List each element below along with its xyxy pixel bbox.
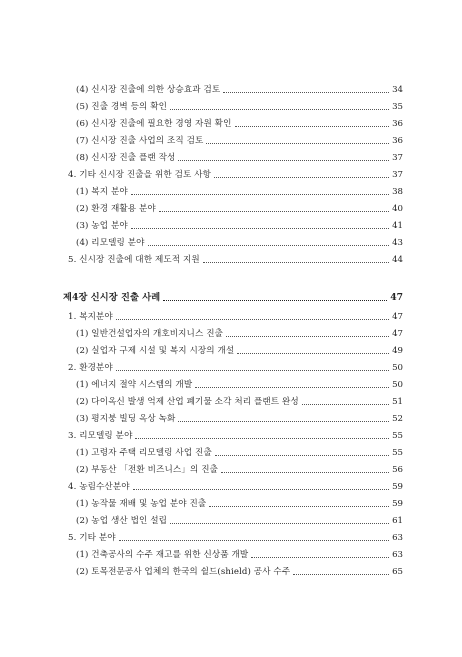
dot-leader xyxy=(203,261,389,263)
dot-leader xyxy=(163,299,387,301)
toc-entry-page: 65 xyxy=(392,567,403,577)
toc-entry-page: 50 xyxy=(392,363,403,373)
dot-leader xyxy=(119,539,389,541)
toc-entry-page: 59 xyxy=(392,482,403,492)
toc-entry-page: 35 xyxy=(392,102,403,112)
dot-leader xyxy=(206,142,389,144)
toc-entry xyxy=(0,463,462,477)
toc-entry-label: (1) 에너지 절약 시스템의 개발 xyxy=(76,380,193,390)
toc-entry-page: 55 xyxy=(392,448,403,458)
toc-entry xyxy=(0,117,462,131)
toc-entry-page: 51 xyxy=(392,397,403,407)
dot-leader xyxy=(131,227,389,229)
toc-entry-page: 36 xyxy=(392,119,403,129)
toc-entry xyxy=(0,378,462,392)
dot-leader xyxy=(159,210,389,212)
toc-section-entry xyxy=(0,168,462,182)
toc-entry-page: 43 xyxy=(392,238,403,248)
dot-leader xyxy=(178,420,389,422)
toc-entry xyxy=(0,548,462,562)
toc-entry-label: (1) 고령자 주택 리모델링 사업 진출 xyxy=(76,448,212,458)
toc-entry-page: 40 xyxy=(392,204,403,214)
toc-entry xyxy=(0,185,462,199)
toc-entry xyxy=(0,236,462,250)
toc-entry-page: 61 xyxy=(392,516,403,526)
toc-entry-label: 5. 신시장 진출에 대한 제도적 지원 xyxy=(68,255,200,265)
toc-entry xyxy=(0,565,462,579)
toc-entry-label: (6) 신시장 진출에 필요한 경영 자원 확인 xyxy=(76,119,232,129)
dot-leader xyxy=(148,244,390,246)
toc-entry-label: (4) 리모델링 분야 xyxy=(76,238,145,248)
toc-entry xyxy=(0,446,462,460)
toc-entry-label: (2) 농업 생산 법인 설립 xyxy=(76,516,168,526)
toc-entry xyxy=(0,514,462,528)
chapter-page: 47 xyxy=(390,292,403,303)
toc-entry-page: 37 xyxy=(392,153,403,163)
dot-leader xyxy=(131,193,389,195)
toc-entry xyxy=(0,395,462,409)
toc-entry-page: 63 xyxy=(392,550,403,560)
toc-section-entry xyxy=(0,310,462,324)
toc-entry-label: (2) 부동산 「전환 비즈니스」의 진출 xyxy=(76,465,219,475)
dot-leader xyxy=(215,454,389,456)
toc-entry-label: (1) 농작물 재배 및 농업 분야 진출 xyxy=(76,499,207,509)
toc-section-entry xyxy=(0,253,462,267)
toc-entry xyxy=(0,412,462,426)
toc-entry-page: 41 xyxy=(392,221,403,231)
dot-leader xyxy=(195,386,389,388)
toc-entry xyxy=(0,151,462,165)
toc-section-entry xyxy=(0,361,462,375)
toc-entry xyxy=(0,219,462,233)
toc-entry-page: 36 xyxy=(392,136,403,146)
dot-leader xyxy=(116,318,389,320)
dot-leader xyxy=(178,159,389,161)
toc-entry-label: 2. 환경분야 xyxy=(68,363,113,373)
toc-entry-page: 52 xyxy=(392,414,403,424)
dot-leader xyxy=(302,403,389,405)
toc-entry-page: 47 xyxy=(392,312,403,322)
dot-leader xyxy=(221,471,389,473)
toc-entry-page: 44 xyxy=(392,255,403,265)
toc-section-entry xyxy=(0,531,462,545)
toc-entry-label: (4) 신시장 진출에 의한 상승효과 검토 xyxy=(76,85,221,95)
toc-entry xyxy=(0,497,462,511)
dot-leader xyxy=(235,125,390,127)
toc-entry-page: 34 xyxy=(392,85,403,95)
toc-entry-label: (2) 토목전문공사 업체의 한국의 쉴드(shield) 공사 수주 xyxy=(76,567,291,577)
toc-entry-label: (7) 신시장 진출 사업의 조직 검토 xyxy=(76,136,204,146)
toc-entry-label: (1) 건축공사의 수주 재고를 위한 신상품 개발 xyxy=(76,550,249,560)
toc-entry xyxy=(0,100,462,114)
toc-entry-page: 37 xyxy=(392,170,403,180)
toc-entry xyxy=(0,134,462,148)
toc-entry-label: (3) 평지붕 빌딩 옥상 녹화 xyxy=(76,414,176,424)
toc-entry-page: 56 xyxy=(392,465,403,475)
toc-entry-label: 4. 농림수산분야 xyxy=(68,482,130,492)
dot-leader xyxy=(251,556,389,558)
dot-leader xyxy=(170,522,389,524)
toc-entry-label: (8) 신시장 진출 플랜 작성 xyxy=(76,153,176,163)
toc-entry-label: (1) 일반건설업자의 개호비지니스 진출 xyxy=(76,329,223,339)
toc-entry-page: 55 xyxy=(392,431,403,441)
toc-entry-label: (2) 다이옥신 발생 억제 산업 폐기물 소각 처리 플랜트 완성 xyxy=(76,397,299,407)
dot-leader xyxy=(223,91,389,93)
toc-section-entry xyxy=(0,429,462,443)
chapter-title: 제4장 신시장 진출 사례 xyxy=(63,292,161,303)
toc-entry xyxy=(0,83,462,97)
toc-section-entry xyxy=(0,480,462,494)
dot-leader xyxy=(226,335,389,337)
dot-leader xyxy=(133,488,389,490)
toc-entry-label: (5) 진출 경벽 등의 확인 xyxy=(76,102,168,112)
toc-entry xyxy=(0,202,462,216)
toc-entry-page: 49 xyxy=(392,346,403,356)
toc-entry-label: 3. 리모델링 분야 xyxy=(68,431,133,441)
dot-leader xyxy=(209,505,389,507)
toc-entry-label: (3) 농업 분야 xyxy=(76,221,128,231)
toc-entry xyxy=(0,327,462,341)
toc-entry-page: 50 xyxy=(392,380,403,390)
dot-leader xyxy=(170,108,389,110)
toc-entry-page: 63 xyxy=(392,533,403,543)
toc-entry-label: 1. 복지분야 xyxy=(68,312,113,322)
dot-leader xyxy=(237,352,389,354)
dot-leader xyxy=(293,573,389,575)
toc-entry-label: (2) 환경 재활용 분야 xyxy=(76,204,156,214)
toc-entry-page: 47 xyxy=(392,329,403,339)
dot-leader xyxy=(135,437,389,439)
toc-entry-label: (1) 복지 분야 xyxy=(76,187,128,197)
toc-entry-label: 5. 기타 분야 xyxy=(68,533,116,543)
dot-leader xyxy=(116,369,389,371)
dot-leader xyxy=(214,176,389,178)
toc-entry-page: 59 xyxy=(392,499,403,509)
toc-entry-page: 38 xyxy=(392,187,403,197)
toc-entry-label: (2) 실업자 구제 시설 및 복지 시장의 개설 xyxy=(76,346,235,356)
toc-entry xyxy=(0,344,462,358)
toc-entry-label: 4. 기타 신시장 진출을 위한 검토 사항 xyxy=(68,170,212,180)
toc-chapter-entry xyxy=(0,291,462,305)
